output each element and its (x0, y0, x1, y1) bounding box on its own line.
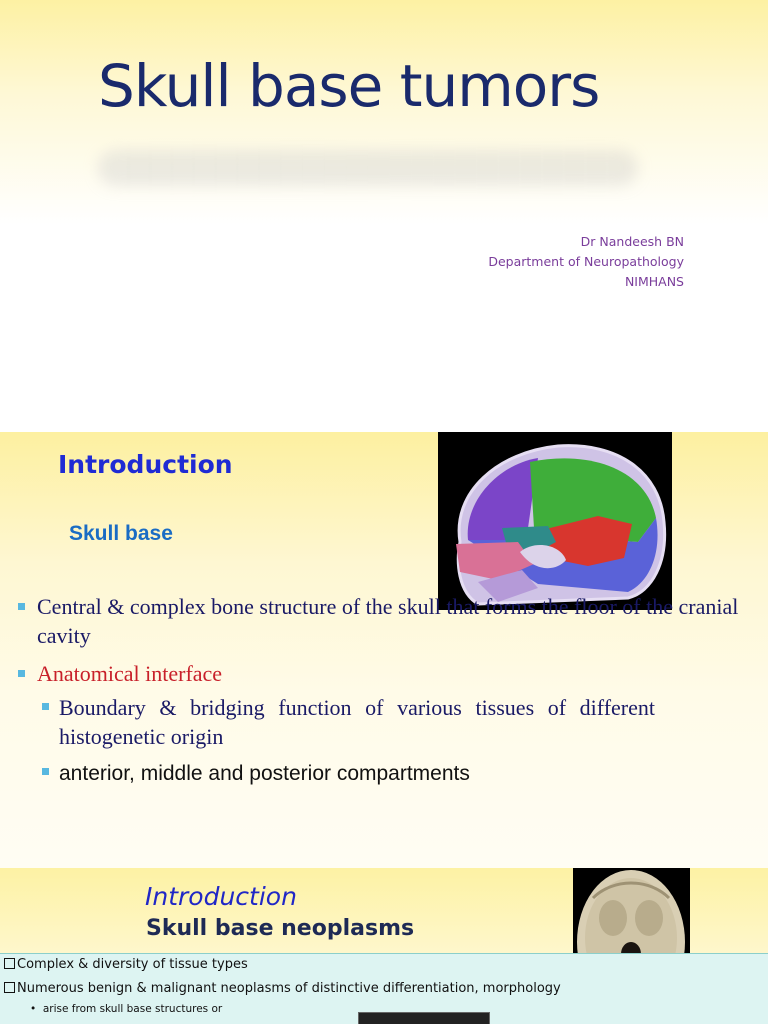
bullet-square (18, 670, 25, 677)
author-institution: NIMHANS (624, 274, 684, 289)
bullet-anatomical-interface: Anatomical interface (37, 661, 223, 686)
slide-heading: Introduction (58, 450, 233, 479)
author-block (488, 232, 684, 292)
neoplasms-slide (0, 868, 768, 1024)
checkbox-item: Complex & diversity of tissue types (4, 957, 248, 972)
sub-bullet-item: • arise from skull base structures or (30, 1003, 223, 1015)
title-slide (0, 0, 768, 432)
bullet-definition: Central & complex bone structure of the skull that forms the floor of the cranial cavity (37, 594, 739, 648)
checkbox-icon (4, 958, 15, 969)
checkbox-item: Numerous benign & malignant neoplasms of distinctive differentiation, morphology (4, 981, 561, 996)
sub-bullet-square (42, 703, 49, 710)
skull-anatomy-image (438, 432, 672, 610)
blurred-subtitle (98, 150, 638, 186)
sub-bullet-compartments: anterior, middle and posterior compartments (59, 762, 470, 785)
author-name: Dr Nandeesh BN (580, 234, 684, 249)
author-department: Department of Neuropathology (488, 254, 684, 269)
bullet-dot-icon: • (30, 1003, 43, 1015)
sub-bullet-square (42, 768, 49, 775)
sub-bullet-boundary: Boundary & bridging function of various tissues of different histogenetic origin (59, 695, 655, 749)
slide-subheading: Skull base neoplasms (146, 916, 415, 941)
bullet-square (18, 603, 25, 610)
slide-title: Skull base tumors (98, 52, 600, 120)
slide-heading: Introduction (145, 882, 297, 911)
introduction-slide (0, 432, 768, 868)
partial-scan-image (358, 1012, 490, 1024)
checkbox-icon (4, 982, 15, 993)
slide-subheading: Skull base (69, 522, 173, 545)
